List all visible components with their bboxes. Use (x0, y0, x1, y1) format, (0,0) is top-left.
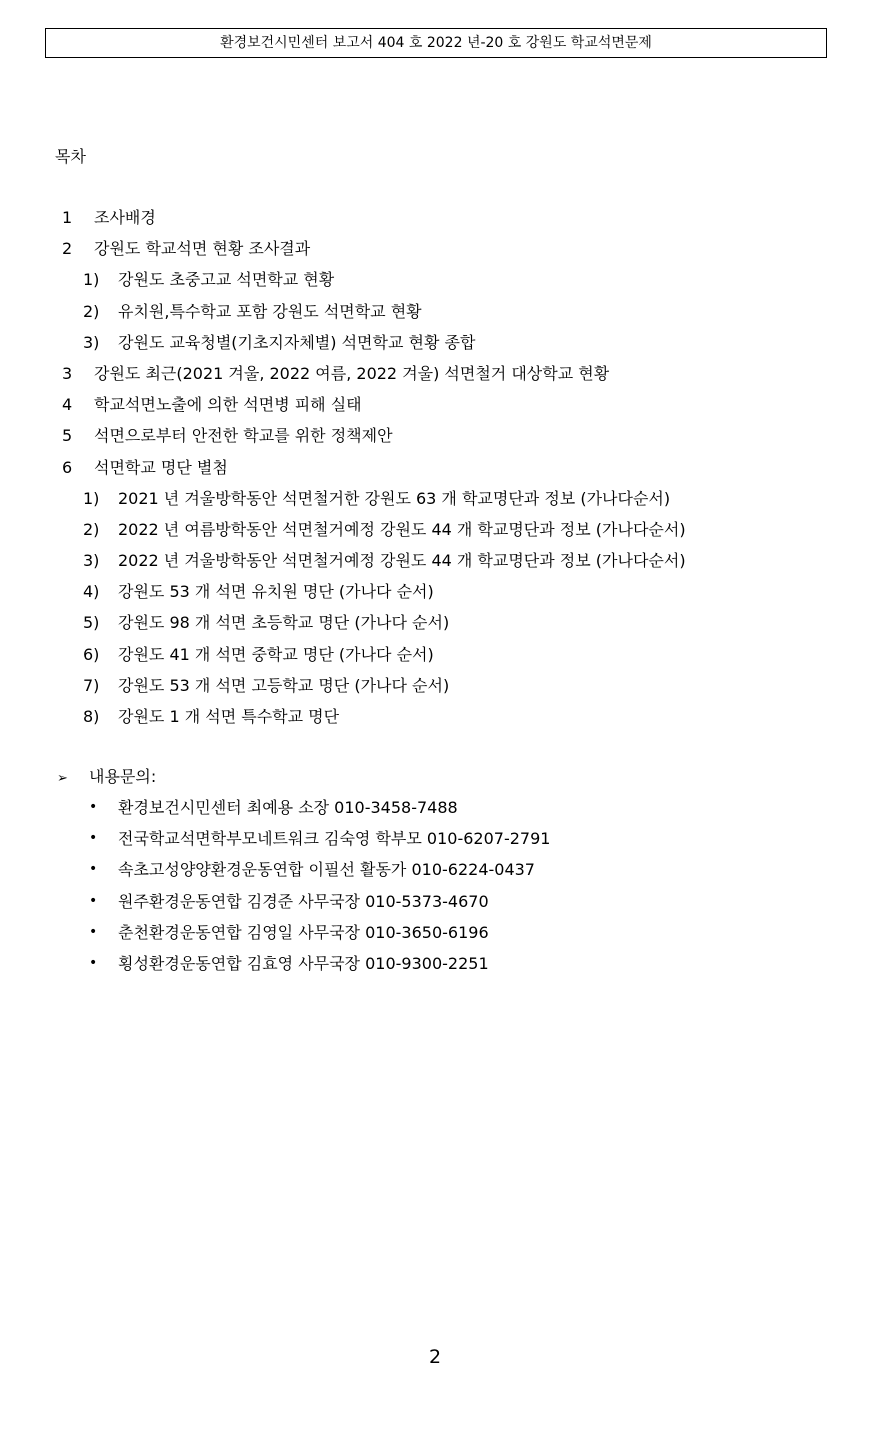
toc-item-text: 강원도 교육청별(기초지자체별) 석면학교 현황 종합 (118, 332, 476, 352)
toc-subitem (0, 296, 870, 327)
toc-item (0, 452, 870, 483)
report-header-box (45, 28, 827, 58)
contact-item (0, 823, 870, 854)
toc-item (0, 420, 870, 451)
toc-subitem (0, 327, 870, 358)
toc-item-text: 강원도 1 개 석면 특수학교 명단 (118, 707, 340, 726)
bullet-icon: • (89, 830, 98, 847)
toc-item-number: 4) (83, 582, 100, 602)
toc-item-number: 8) (83, 707, 100, 726)
toc-item-number: 3) (83, 332, 100, 352)
toc-subitem (0, 639, 870, 670)
toc-item (0, 358, 870, 389)
toc-item-text: 2022 년 겨울방학동안 석면철거예정 강원도 44 개 학교명단과 정보 (가나다순서) (118, 551, 686, 571)
toc-item-text: 강원도 53 개 석면 고등학교 명단 (가나다 순서) (118, 675, 450, 695)
arrow-bullet-icon: ➢ (57, 771, 68, 786)
toc-item-text: 석면학교 명단 별첨 (94, 457, 228, 477)
toc-item (0, 233, 870, 264)
contact-item (0, 792, 870, 823)
bullet-icon: • (89, 799, 98, 815)
contact-item (0, 917, 870, 948)
toc-subitem (0, 514, 870, 545)
report-header-title: 환경보건시민센터 보고서 404 호 2022 년-20 호 강원도 학교석면문제 (220, 35, 652, 51)
contact-item (0, 948, 870, 979)
toc-item-number: 1 (62, 208, 73, 227)
toc-item-number: 5) (83, 613, 100, 633)
contact-heading-label: 내용문의: (89, 767, 157, 786)
toc-item-number: 6 (62, 457, 73, 477)
toc-item-number: 2) (83, 301, 100, 321)
toc-item-text: 강원도 53 개 석면 유치원 명단 (가나다 순서) (118, 582, 434, 602)
toc-item-text: 2021 년 겨울방학동안 석면철거한 강원도 63 개 학교명단과 정보 (가나다순서) (118, 488, 671, 508)
toc-item-number: 2 (62, 239, 73, 259)
toc-item-number: 7) (83, 675, 100, 695)
bullet-icon: • (89, 954, 98, 971)
toc-item-text: 강원도 41 개 석면 중학교 명단 (가나다 순서) (118, 644, 434, 664)
toc-item-number: 6) (83, 644, 100, 664)
contact-list (0, 792, 870, 979)
toc-item-text: 강원도 98 개 석면 초등학교 명단 (가나다 순서) (118, 613, 450, 633)
toc-item-number: 4 (62, 395, 73, 415)
contact-heading (57, 763, 156, 793)
toc-item-text: 석면으로부터 안전한 학교를 위한 정책제안 (94, 426, 393, 446)
toc-item (0, 202, 870, 233)
toc-item-text: 유치원,특수학교 포함 강원도 석면학교 현황 (118, 301, 422, 321)
bullet-icon: • (89, 923, 98, 940)
toc-item-text: 강원도 학교석면 현황 조사결과 (94, 239, 311, 259)
toc-subitem (0, 576, 870, 607)
toc-subitem (0, 545, 870, 576)
toc-subitem (0, 607, 870, 638)
toc-item-text: 강원도 초중고교 석면학교 현황 (118, 270, 335, 290)
toc-subitem (0, 701, 870, 732)
contact-text: 전국학교석면학부모네트워크 김숙영 학부모 010-6207-2791 (118, 829, 551, 849)
toc-title: 목차 (55, 147, 86, 166)
toc-item-text: 2022 년 여름방학동안 석면철거예정 강원도 44 개 학교명단과 정보 (가나다순서) (118, 519, 686, 539)
page-number: 2 (428, 1346, 442, 1368)
contact-text: 원주환경운동연합 김경준 사무국장 010-5373-4670 (118, 891, 489, 911)
toc-item-text: 학교석면노출에 의한 석면병 피해 실태 (94, 395, 362, 415)
table-of-contents (0, 202, 870, 732)
bullet-icon: • (89, 892, 98, 909)
toc-item-text: 조사배경 (94, 208, 156, 227)
toc-item-number: 5 (62, 426, 73, 446)
contact-item (0, 886, 870, 917)
contact-text: 횡성환경운동연합 김효영 사무국장 010-9300-2251 (118, 953, 489, 973)
contact-text: 환경보건시민센터 최예용 소장 010-3458-7488 (118, 798, 458, 817)
toc-item-number: 3) (83, 551, 100, 571)
toc-item-number: 3 (62, 363, 73, 383)
contact-text: 춘천환경운동연합 김영일 사무국장 010-3650-6196 (118, 922, 489, 942)
toc-subitem (0, 483, 870, 514)
toc-subitem (0, 670, 870, 701)
toc-item-number: 1) (83, 270, 100, 290)
bullet-icon: • (89, 861, 98, 878)
toc-item-number: 1) (83, 488, 100, 508)
toc-item-text: 강원도 최근(2021 겨울, 2022 여름, 2022 겨울) 석면철거 대상학교 현황 (94, 363, 610, 383)
toc-item (0, 389, 870, 420)
contact-item (0, 854, 870, 885)
toc-subitem (0, 264, 870, 295)
toc-item-number: 2) (83, 519, 100, 539)
contact-text: 속초고성양양환경운동연합 이필선 활동가 010-6224-0437 (118, 860, 535, 880)
